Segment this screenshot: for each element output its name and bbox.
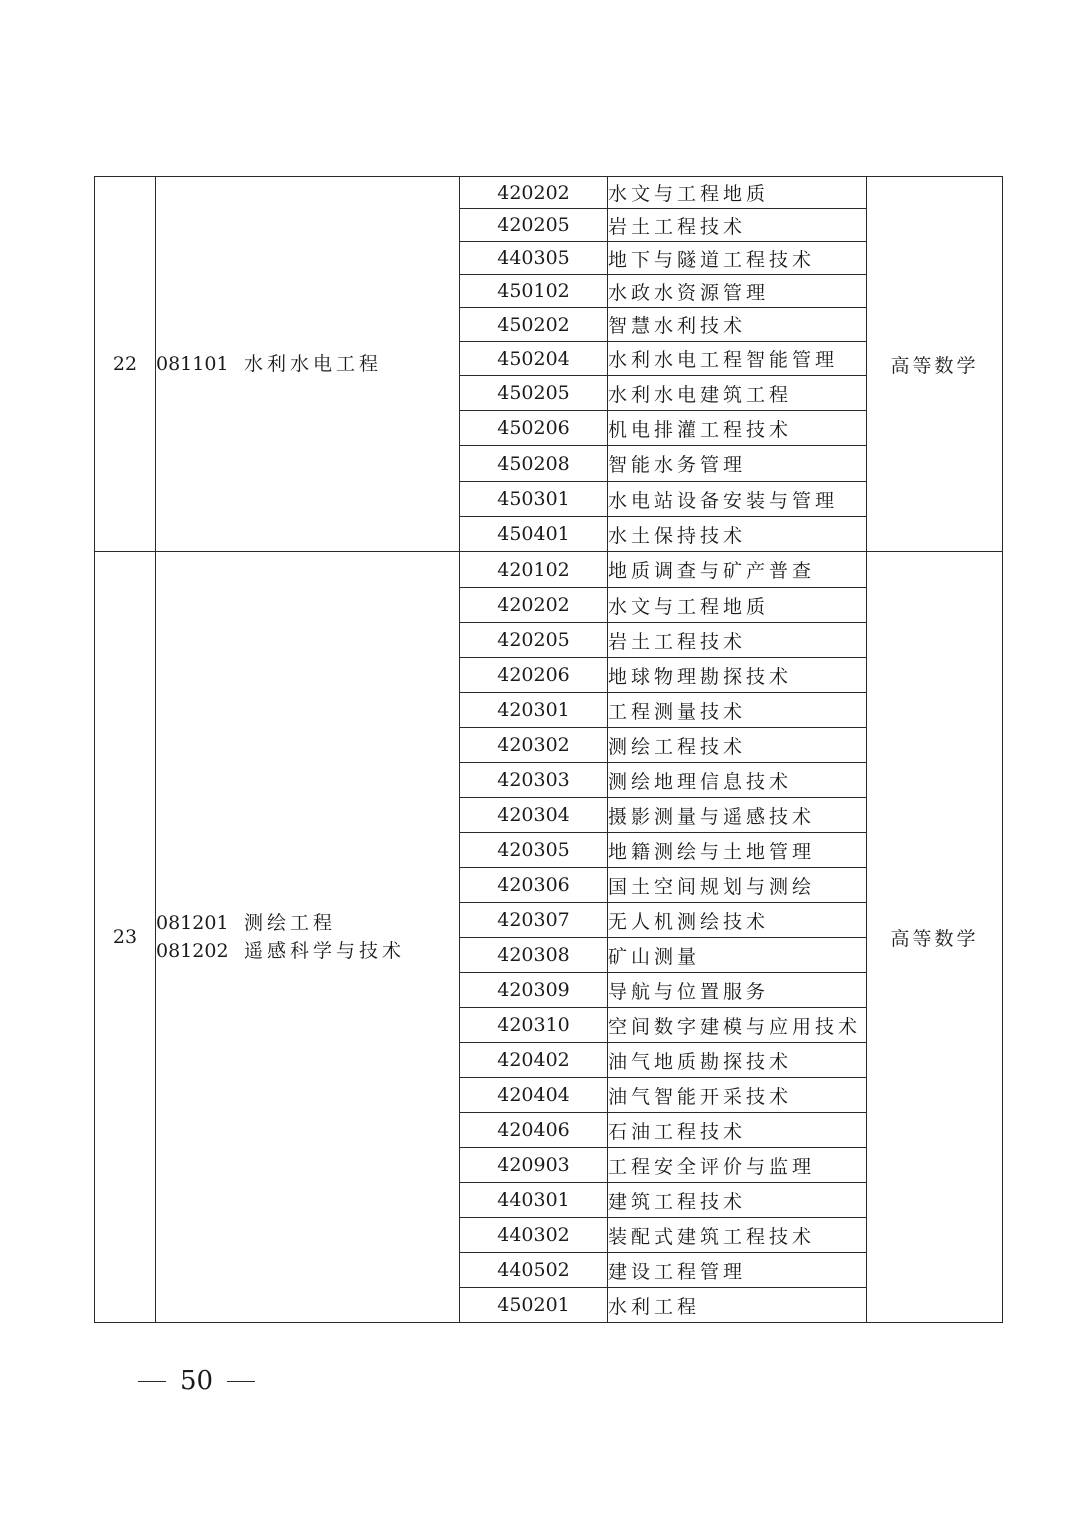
vocational-major-name: 建设工程管理 [608,1253,867,1288]
group-seq-cell: 23 [95,552,156,1323]
vocational-major-name: 矿山测量 [608,938,867,973]
vocational-major-code: 420202 [460,588,608,623]
exam-subject-cell: 高等数学 [867,552,1003,1323]
vocational-major-name: 国土空间规划与测绘 [608,868,867,903]
vocational-major-code: 420206 [460,658,608,693]
undergrad-major-code: 081202 [156,940,229,962]
vocational-major-code: 420202 [460,177,608,209]
vocational-major-name: 空间数字建模与应用技术 [608,1008,867,1043]
right-dash [227,1381,255,1382]
vocational-major-name: 水文与工程地质 [608,177,867,209]
vocational-major-name: 地籍测绘与土地管理 [608,833,867,868]
undergrad-major-cell [156,177,460,552]
vocational-major-code: 420102 [460,552,608,588]
undergrad-major [156,937,459,965]
undergrad-major-code: 081201 [156,912,229,934]
vocational-major-code: 420308 [460,938,608,973]
vocational-major-code: 420306 [460,868,608,903]
vocational-major-code: 420307 [460,903,608,938]
undergrad-major-code: 081101 [156,353,229,375]
vocational-major-code: 450208 [460,446,608,482]
vocational-major-code: 450102 [460,275,608,308]
vocational-major-name: 装配式建筑工程技术 [608,1218,867,1253]
vocational-major-name: 测绘地理信息技术 [608,763,867,798]
vocational-major-code: 420406 [460,1113,608,1148]
page-number: 50 [180,1366,214,1396]
vocational-major-name: 地球物理勘探技术 [608,658,867,693]
vocational-major-name: 岩土工程技术 [608,623,867,658]
vocational-major-name: 水电站设备安装与管理 [608,482,867,517]
vocational-major-code: 440502 [460,1253,608,1288]
vocational-major-name: 水利水电建筑工程 [608,376,867,411]
vocational-major-name: 测绘工程技术 [608,728,867,763]
vocational-major-code: 420301 [460,693,608,728]
vocational-major-code: 450205 [460,376,608,411]
vocational-major-name: 智慧水利技术 [608,308,867,342]
group-seq-cell: 22 [95,177,156,552]
undergrad-major-name: 测绘工程 [244,912,337,934]
undergrad-major-cell [156,552,460,1323]
left-dash [138,1381,166,1382]
table-row [95,552,1003,588]
vocational-major-code: 450401 [460,517,608,552]
page-footer [138,1366,255,1396]
vocational-major-code: 450204 [460,342,608,376]
vocational-major-code: 440301 [460,1183,608,1218]
vocational-major-name: 建筑工程技术 [608,1183,867,1218]
vocational-major-name: 地质调查与矿产普查 [608,552,867,588]
vocational-major-name: 无人机测绘技术 [608,903,867,938]
vocational-major-name: 水利工程 [608,1288,867,1323]
table-body [95,177,1003,1323]
vocational-major-name: 水土保持技术 [608,517,867,552]
vocational-major-code: 420309 [460,973,608,1008]
undergrad-major-name: 遥感科学与技术 [244,940,406,962]
vocational-major-name: 岩土工程技术 [608,209,867,242]
vocational-major-code: 420205 [460,623,608,658]
exam-subject-cell: 高等数学 [867,177,1003,552]
vocational-major-name: 水利水电工程智能管理 [608,342,867,376]
vocational-major-name: 地下与隧道工程技术 [608,242,867,275]
vocational-major-name: 工程安全评价与监理 [608,1148,867,1183]
vocational-major-code: 450201 [460,1288,608,1323]
vocational-major-name: 水政水资源管理 [608,275,867,308]
vocational-major-name: 石油工程技术 [608,1113,867,1148]
vocational-major-code: 420303 [460,763,608,798]
vocational-major-code: 440302 [460,1218,608,1253]
vocational-major-name: 油气地质勘探技术 [608,1043,867,1078]
vocational-major-code: 420903 [460,1148,608,1183]
vocational-major-code: 420305 [460,833,608,868]
vocational-major-name: 机电排灌工程技术 [608,411,867,446]
vocational-major-name: 工程测量技术 [608,693,867,728]
vocational-major-name: 水文与工程地质 [608,588,867,623]
undergrad-major-name: 水利水电工程 [244,353,383,375]
vocational-major-code: 420404 [460,1078,608,1113]
vocational-major-code: 420302 [460,728,608,763]
vocational-major-code: 420310 [460,1008,608,1043]
vocational-major-name: 摄影测量与遥感技术 [608,798,867,833]
vocational-major-code: 440305 [460,242,608,275]
vocational-major-code: 420205 [460,209,608,242]
vocational-major-code: 420304 [460,798,608,833]
vocational-major-code: 450202 [460,308,608,342]
table-row [95,177,1003,209]
vocational-major-code: 450301 [460,482,608,517]
vocational-major-code: 450206 [460,411,608,446]
vocational-major-name: 智能水务管理 [608,446,867,482]
major-mapping-table [94,176,1003,1323]
undergrad-major [156,350,459,378]
vocational-major-name: 导航与位置服务 [608,973,867,1008]
vocational-major-code: 420402 [460,1043,608,1078]
vocational-major-name: 油气智能开采技术 [608,1078,867,1113]
undergrad-major [156,909,459,937]
